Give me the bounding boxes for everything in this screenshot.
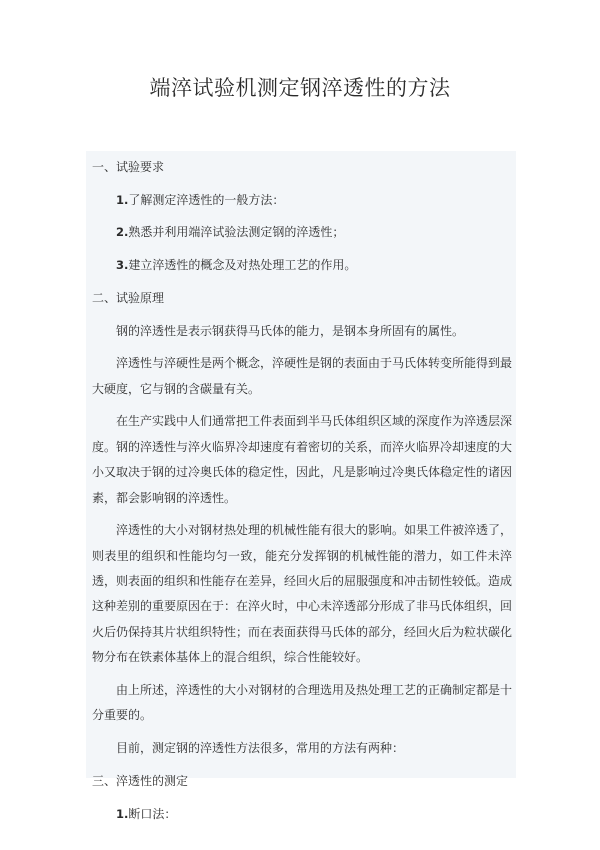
item-number: 1. bbox=[116, 806, 129, 821]
measurement-item-1 bbox=[92, 802, 512, 827]
section-heading-principle: 二、试验原理 bbox=[92, 290, 165, 305]
item-text: 建立淬透性的概念及对热处理工艺的作用。 bbox=[128, 258, 357, 273]
item-text: 断口法： bbox=[128, 806, 177, 821]
requirement-item-3 bbox=[92, 253, 512, 278]
principle-paragraph-2: 淬透性与淬硬性是两个概念，淬硬性是钢的表面由于马氏体转变所能得到最大硬度，它与钢的含碳量有关。 bbox=[92, 356, 513, 396]
item-number: 3. bbox=[116, 258, 129, 273]
section-heading-measurement: 三、淬透性的测定 bbox=[92, 773, 189, 788]
item-number: 2. bbox=[116, 225, 129, 240]
principle-paragraph-6: 目前，测定钢的淬透性方法很多，常用的方法有两种： bbox=[116, 741, 405, 756]
page-title: 端淬试验机测定钢淬透性的方法 bbox=[149, 76, 451, 100]
item-text: 熟悉并利用端淬试验法测定钢的淬透性； bbox=[128, 225, 345, 240]
principle-paragraph-1: 钢的淬透性是表示钢获得马氏体的能力，是钢本身所固有的属性。 bbox=[116, 323, 465, 338]
principle-paragraph-4: 淬透性的大小对钢材热处理的机械性能有很大的影响。如果工件被淬透了，则表里的组织和性能均匀一致，能充分发挥钢的机械性能的潜力，如工件未淬透，则表面的组织和性能存在差异，经回火后的屈服强度和冲击韧性较低。造成这种差别的重要原因在于：在淬火时，中心未淬透部分形成了非马氏体组织，回火后仍保持其片状组织特性；而在表面获得马氏体的部分，经回火后为粒状碳化物分布在铁素体基体上的混合组织，综合性能较好。 bbox=[92, 523, 513, 665]
document-body bbox=[92, 155, 512, 834]
principle-paragraph-5: 由上所述，淬透性的大小对钢材的合理选用及热处理工艺的正确制定都是十分重要的。 bbox=[92, 682, 513, 723]
section-heading-requirements: 一、试验要求 bbox=[92, 160, 165, 174]
item-number: 1. bbox=[116, 192, 129, 207]
requirement-item-2 bbox=[92, 220, 512, 245]
item-text: 了解测定淬透性的一般方法： bbox=[128, 192, 285, 207]
requirement-item-1 bbox=[92, 188, 512, 213]
principle-paragraph-3: 在生产实践中人们通常把工件表面到半马氏体组织区域的深度作为淬透层深度。钢的淬透性与淬火临界冷却速度有着密切的关系，而淬火临界冷却速度的大小又取决于钢的过冷奥氏体的稳定性，因此，凡是影响过冷奥氏体稳定性的诸因素，都会影响钢的淬透性。 bbox=[92, 414, 513, 505]
